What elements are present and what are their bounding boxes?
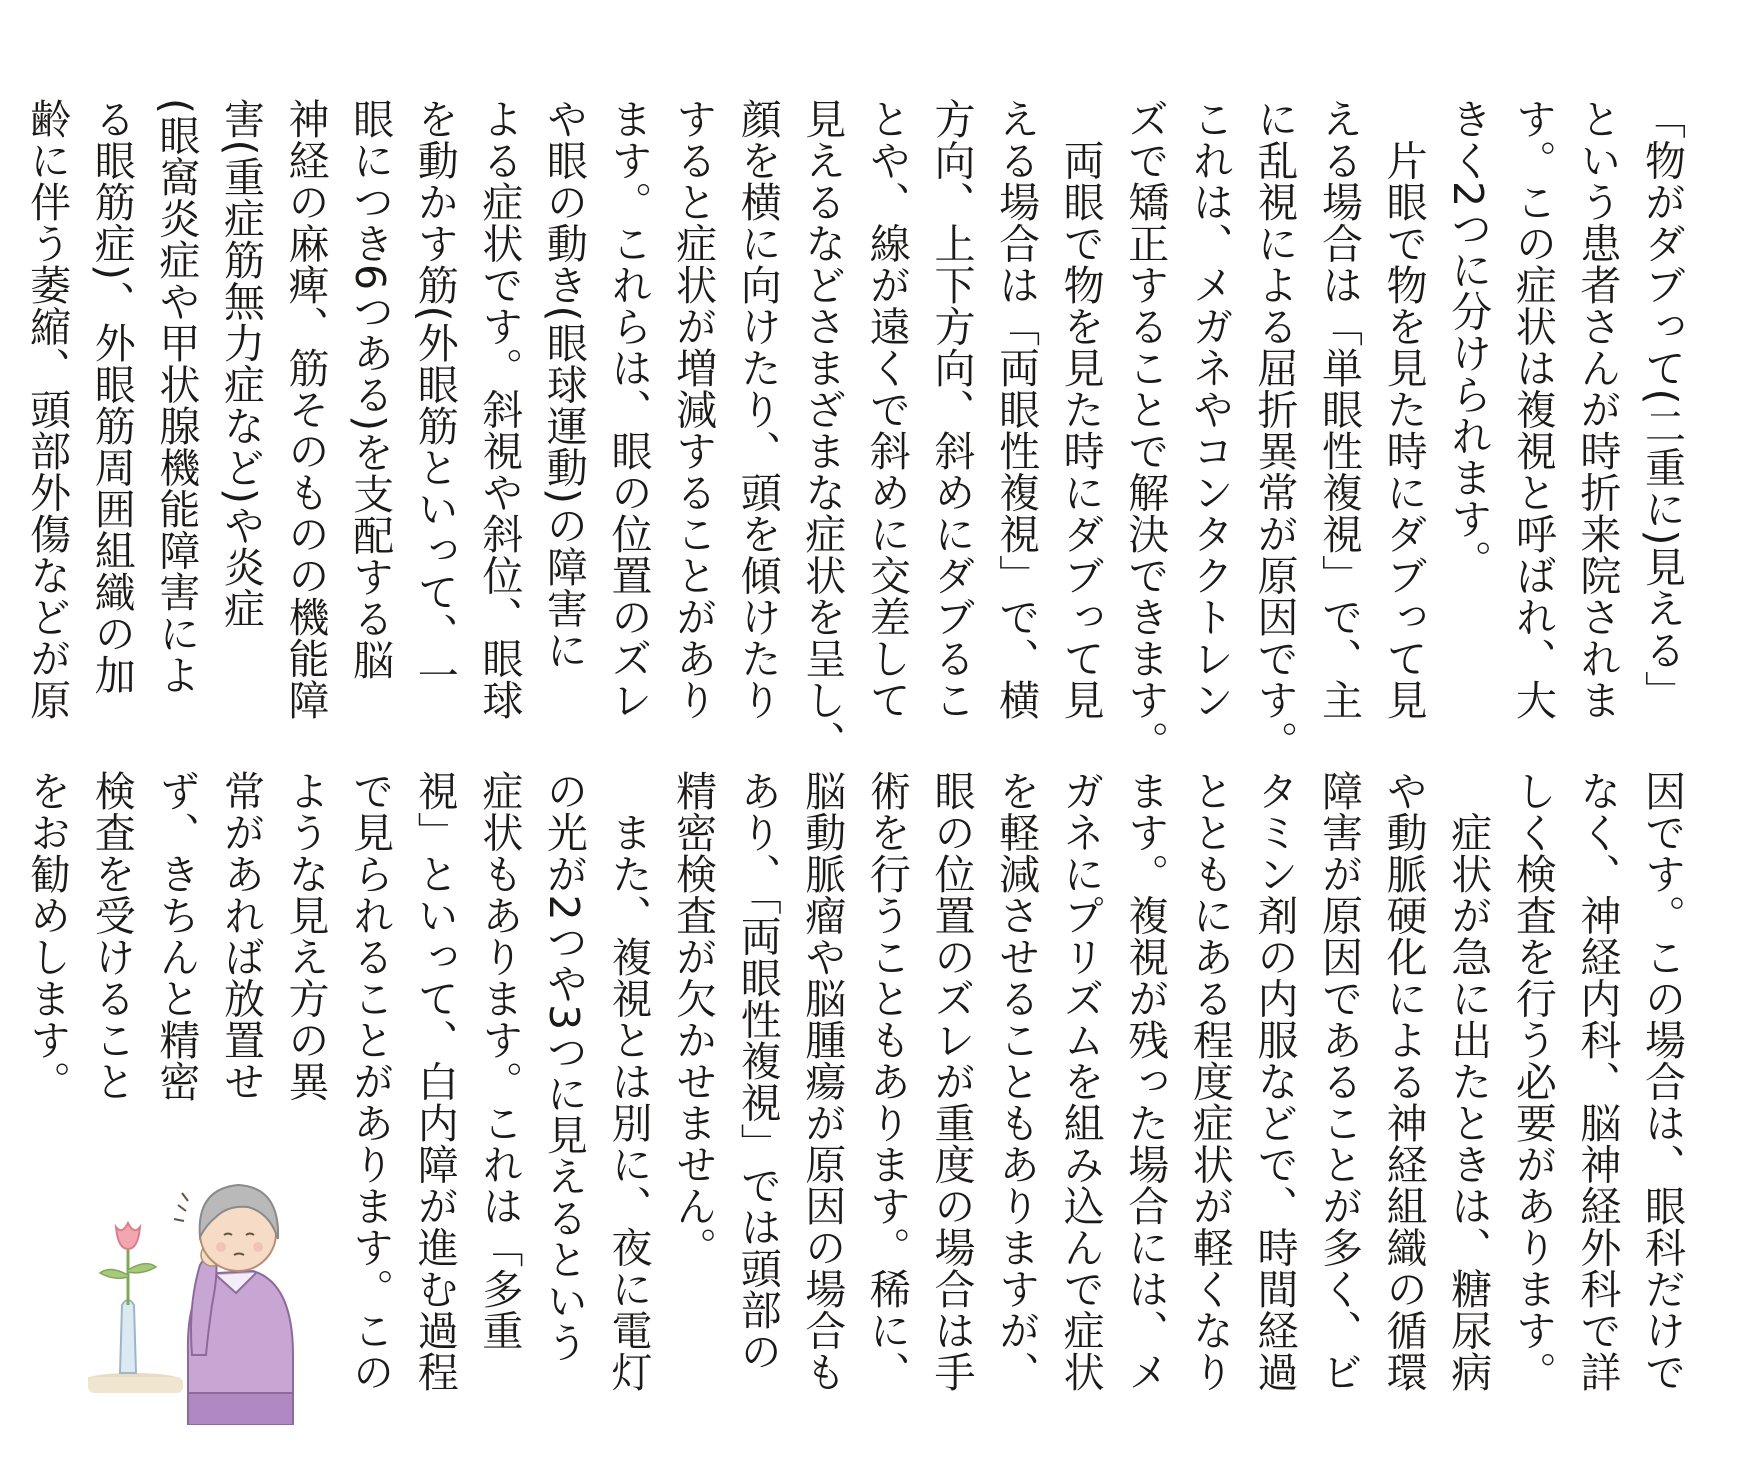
tulip-icon <box>116 1223 140 1249</box>
article-text-bottom: 因です。この場合は、眼科だけで なく、神経内科、脳神経外科で詳 しく検査を行う必要があります。 症状が急に出たときは、糖尿病 や動脈硬化による神経組織の循環 障害が原因であることが多く、ビ タミン剤の内服などで、時間経過 とともにある程度症状が軽くなり ます。複視が残った場合には、メ ガネにプリズムを組み込んで症状 を軽減させることもありますが、 眼の位置のズレが重度の場合は手 術を行うこともあります。稀に、 脳動脈瘤や脳腫瘍が原因の場合も あり、「両眼性複視」では頭部の 精密検査が欠かせません。 また、複視とは別に、夜に電灯 の光が2つや3つに見えるという 症状もあります。これは「多重 視」といって、白内障が進む過程 で見られることがあります。この ような見え方の異 常があれば放置せ ず、きちんと精密 検査を受けること をお勧めします。 <box>23 770 1686 1393</box>
vase-icon <box>120 1300 136 1373</box>
article-text-top: 「物がダブって(二重に)見える」 という患者さんが時折来院されま す。この症状は複視と呼ばれ、大 きく2つに分けられます。 片眼で物を見た時にダブって見 える場合は「単眼性複視」で、主 に乱視による屈折異常が原因です。 これは、メガネやコンタクトレン ズで矯正することで解決できます。 両眼で物を見た時にダブって見 える場合は「両眼性複視」で、横 方向、上下方向、斜めにダブるこ とや、線が遠くで斜めに交差して 見えるなどさまざまな症状を呈し、 顔を横に向けたり、頭を傾けたり すると症状が増減することがあり ます。これらは、眼の位置のズレ や眼の動き(眼球運動)の障害に よる症状です。斜視や斜位、眼球 を動かす筋(外眼筋といって、一 眼につき6つある)を支配する脳 神経の麻痺、筋そのものの機能障 害(重症筋無力症など)や炎症 (眼窩炎症や甲状腺機能障害によ る眼筋症)、外眼筋周囲組織の加 齢に伴う萎縮、頭部外傷などが原 <box>23 98 1686 762</box>
elderly-woman-with-flower-vase-icon <box>88 1155 318 1425</box>
